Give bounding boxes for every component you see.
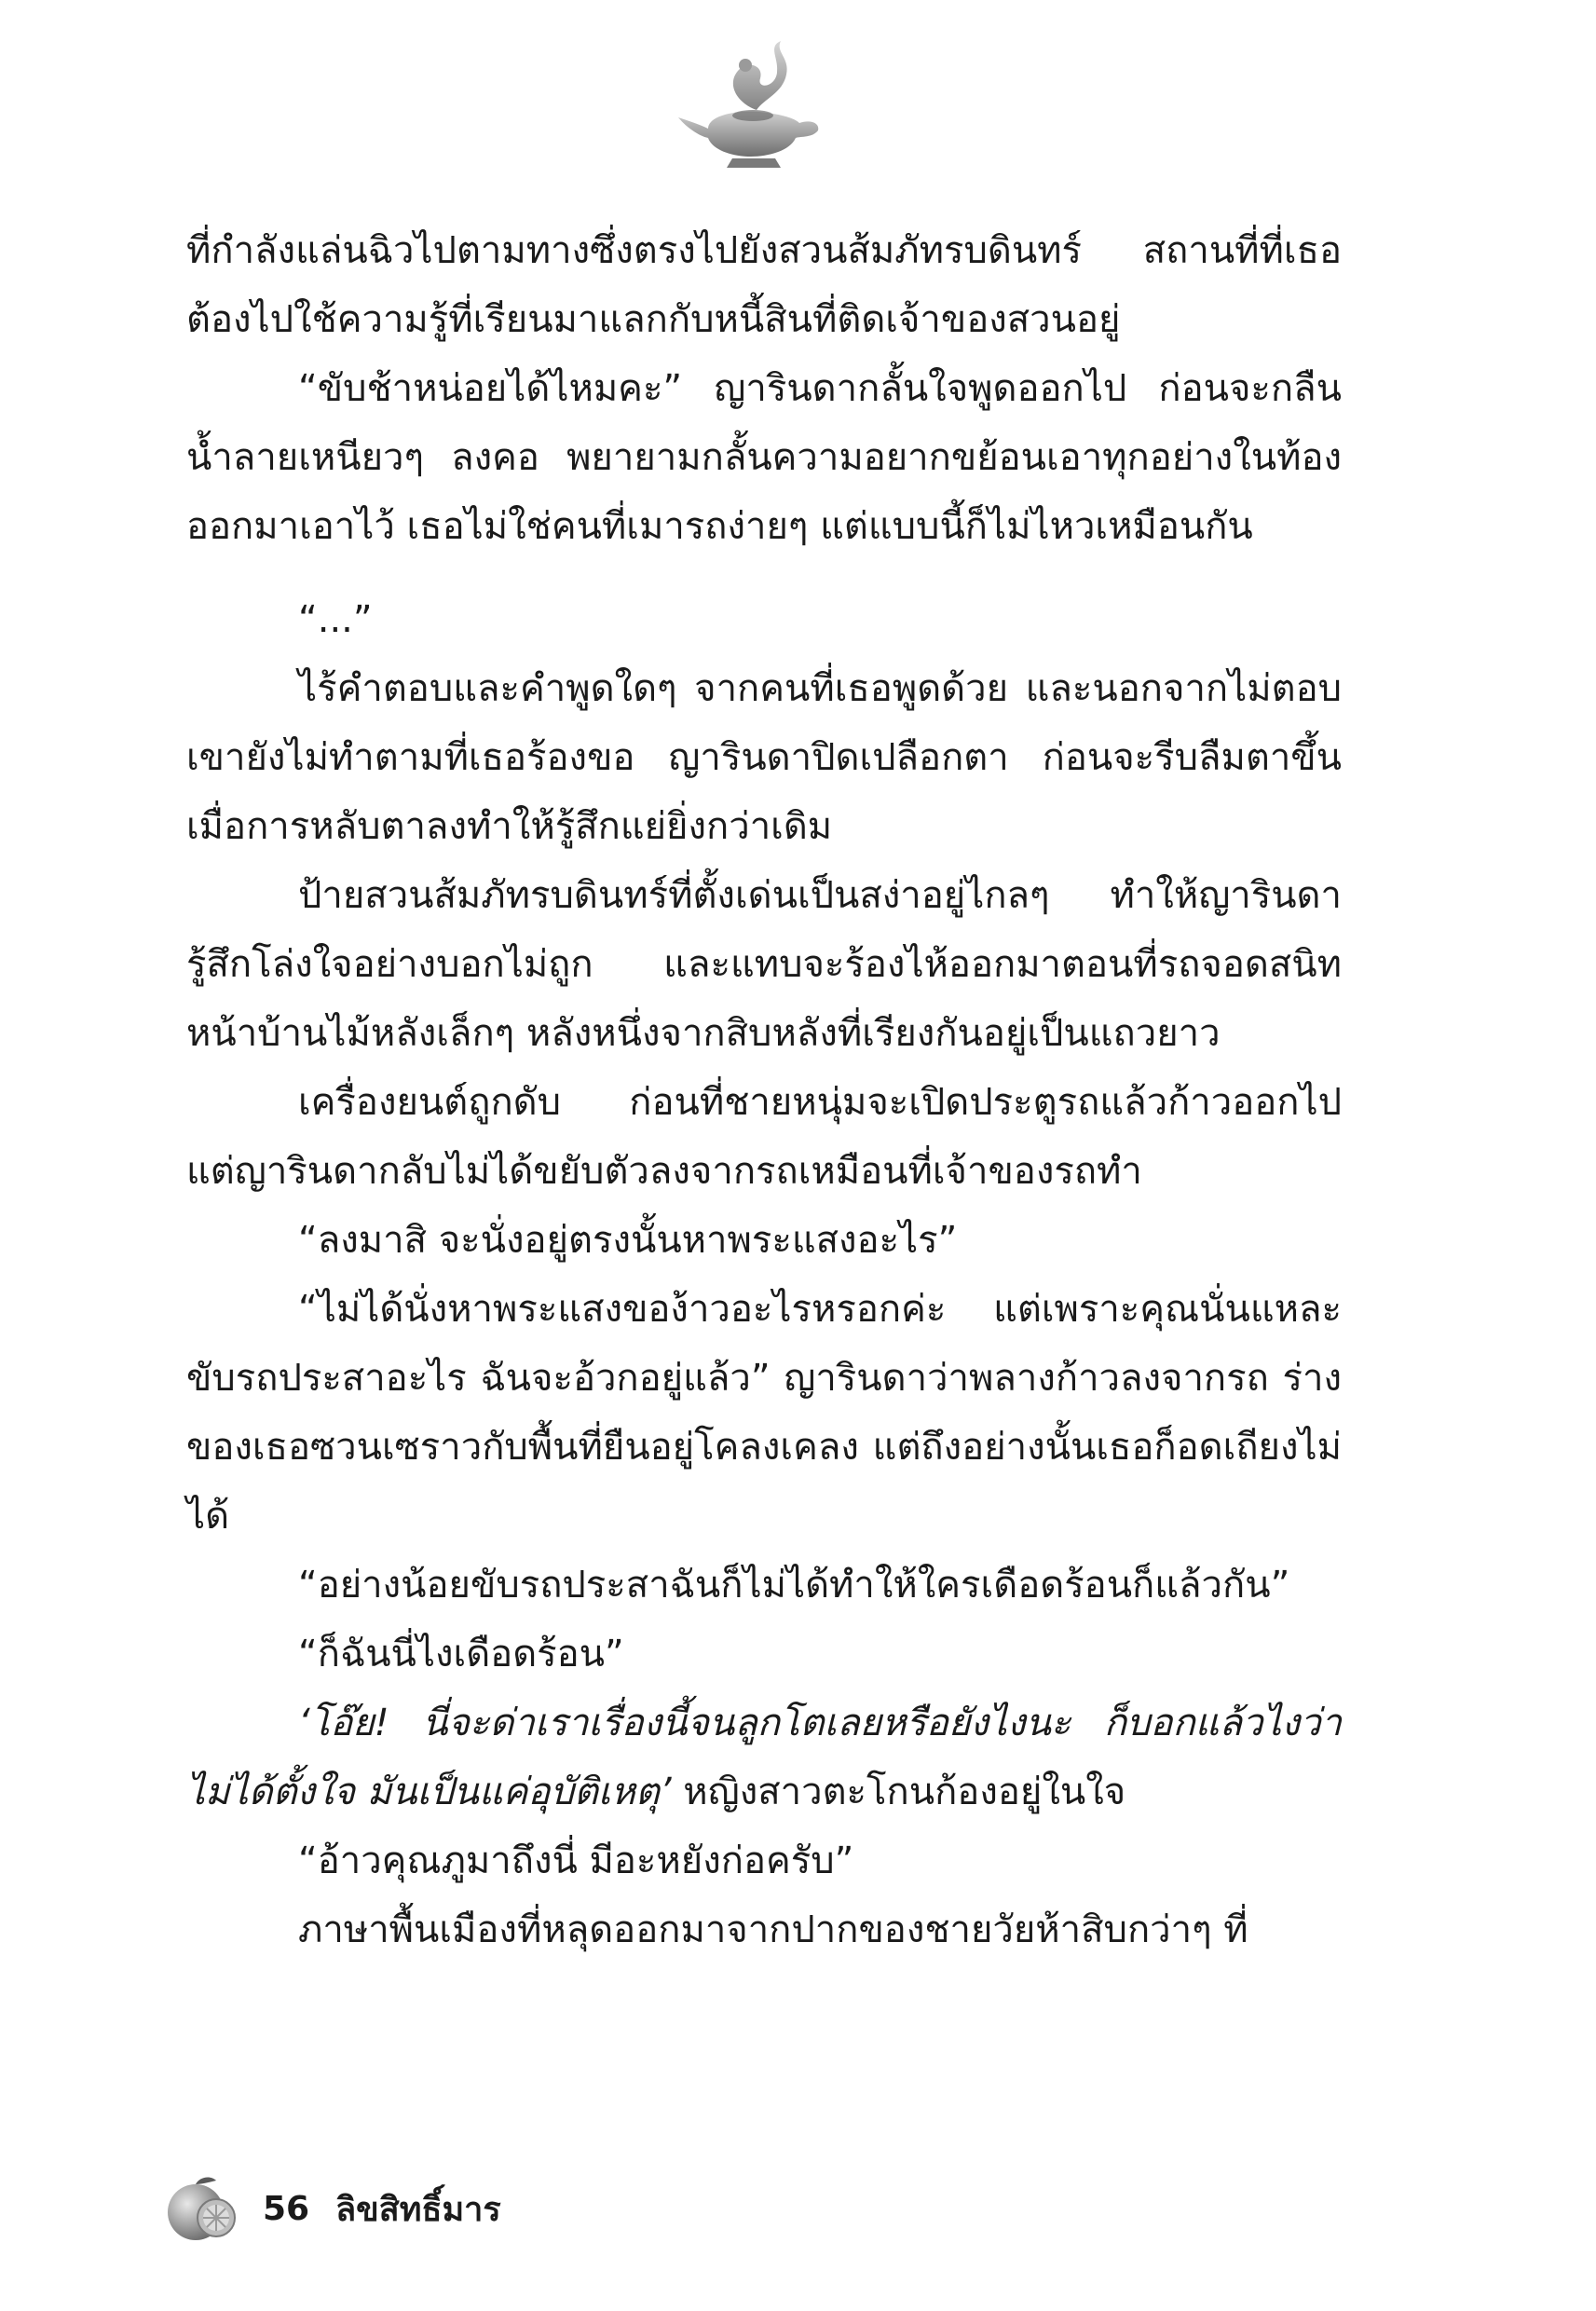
orange-fruit-icon <box>158 2171 242 2246</box>
paragraph: “อ้าวคุณภูมาถึงนี่ มีอะหยังก่อครับ” <box>298 1839 854 1882</box>
page-footer <box>158 2171 501 2246</box>
genie-lamp-icon <box>671 37 829 177</box>
body-text <box>186 216 1342 1964</box>
paragraph-text: หญิงสาวตะโกนก้องอยู่ในใจ <box>671 1771 1126 1813</box>
page-number: 56 <box>263 2189 310 2228</box>
paragraph: ป้ายสวนส้มภัทรบดินทร์ที่ตั้งเด่นเป็นสง่าอยู่ไกลๆ ทำให้ญารินดารู้สึกโล่งใจอย่างบอกไม่ถูก และแทบจะร้องไห้ออกมาตอนที่รถจอดสนิทหน้าบ้านไม้หลังเล็กๆ หลังหนึ่งจากสิบหลังที่เรียงกันอยู่เป็นแถวยาว <box>186 874 1342 1055</box>
paragraph: “ก็ฉันนี่ไงเดือดร้อน” <box>298 1633 624 1675</box>
paragraph: ภาษาพื้นเมืองที่หลุดออกมาจากปากของชายวัยห้าสิบกว่าๆ ที่ <box>298 1908 1248 1951</box>
paragraph: เครื่องยนต์ถูกดับ ก่อนที่ชายหนุ่มจะเปิดประตูรถแล้วก้าวออกไป แต่ญารินดากลับไม่ได้ขยับตัวลงจากรถเหมือนที่เจ้าของรถทำ <box>186 1081 1342 1193</box>
book-title: ลิขสิทธิ์มาร <box>335 2190 501 2229</box>
paragraph: “ไม่ได้นั่งหาพระแสงของ้าวอะไรหรอกค่ะ แต่เพราะคุณนั่นแหละขับรถประสาอะไร ฉันจะอ้วกอยู่แล้ว” ญารินดาว่าพลางก้าวลงจากรถ ร่างของเธอซวนเซราวกับพื้นที่ยืนอยู่โคลงเคลง แต่ถึงอย่างนั้นเธอก็อดเถียงไม่ได้ <box>186 1288 1342 1538</box>
paragraph: ไร้คำตอบและคำพูดใดๆ จากคนที่เธอพูดด้วย และนอกจากไม่ตอบ เขายังไม่ทำตามที่เธอร้องขอ ญารินดาปิดเปลือกตา ก่อนจะรีบลืมตาขึ้นเมื่อการหลับตาลงทำให้รู้สึกแย่ยิ่งกว่าเดิม <box>186 667 1342 848</box>
paragraph: ที่กำลังแล่นฉิวไปตามทางซึ่งตรงไปยังสวนส้มภัทรบดินทร์ สถานที่ที่เธอต้องไปใช้ความรู้ที่เรียนมาแลกกับหนี้สินที่ติดเจ้าของสวนอยู่ <box>186 229 1342 341</box>
paragraph: “ลงมาสิ จะนั่งอยู่ตรงนั้นหาพระแสงอะไร” <box>298 1219 958 1262</box>
paragraph <box>186 1689 1342 1826</box>
inner-thought-text: ‘โอ๊ย! นี่จะด่าเราเรื่องนี้จนลูกโตเลยหรือยังไงนะ ก็บอกแล้วไงว่าไม่ได้ตั้งใจ มันเป็นแค่อุบัติเหตุ’ <box>186 1702 1342 1813</box>
paragraph: “อย่างน้อยขับรถประสาฉันก็ไม่ได้ทำให้ใครเดือดร้อนก็แล้วกัน” <box>298 1564 1290 1607</box>
paragraph: “...” <box>298 598 373 641</box>
paragraph: “ขับช้าหน่อยได้ไหมคะ” ญารินดากลั้นใจพูดออกไป ก่อนจะกลืนน้ำลายเหนียวๆ ลงคอ พยายามกลั้นความอยากขย้อนเอาทุกอย่างในท้องออกมาเอาไว้ เธอไม่ใช่คนที่เมารถง่ายๆ แต่แบบนี้ก็ไม่ไหวเหมือนกัน <box>186 367 1342 548</box>
